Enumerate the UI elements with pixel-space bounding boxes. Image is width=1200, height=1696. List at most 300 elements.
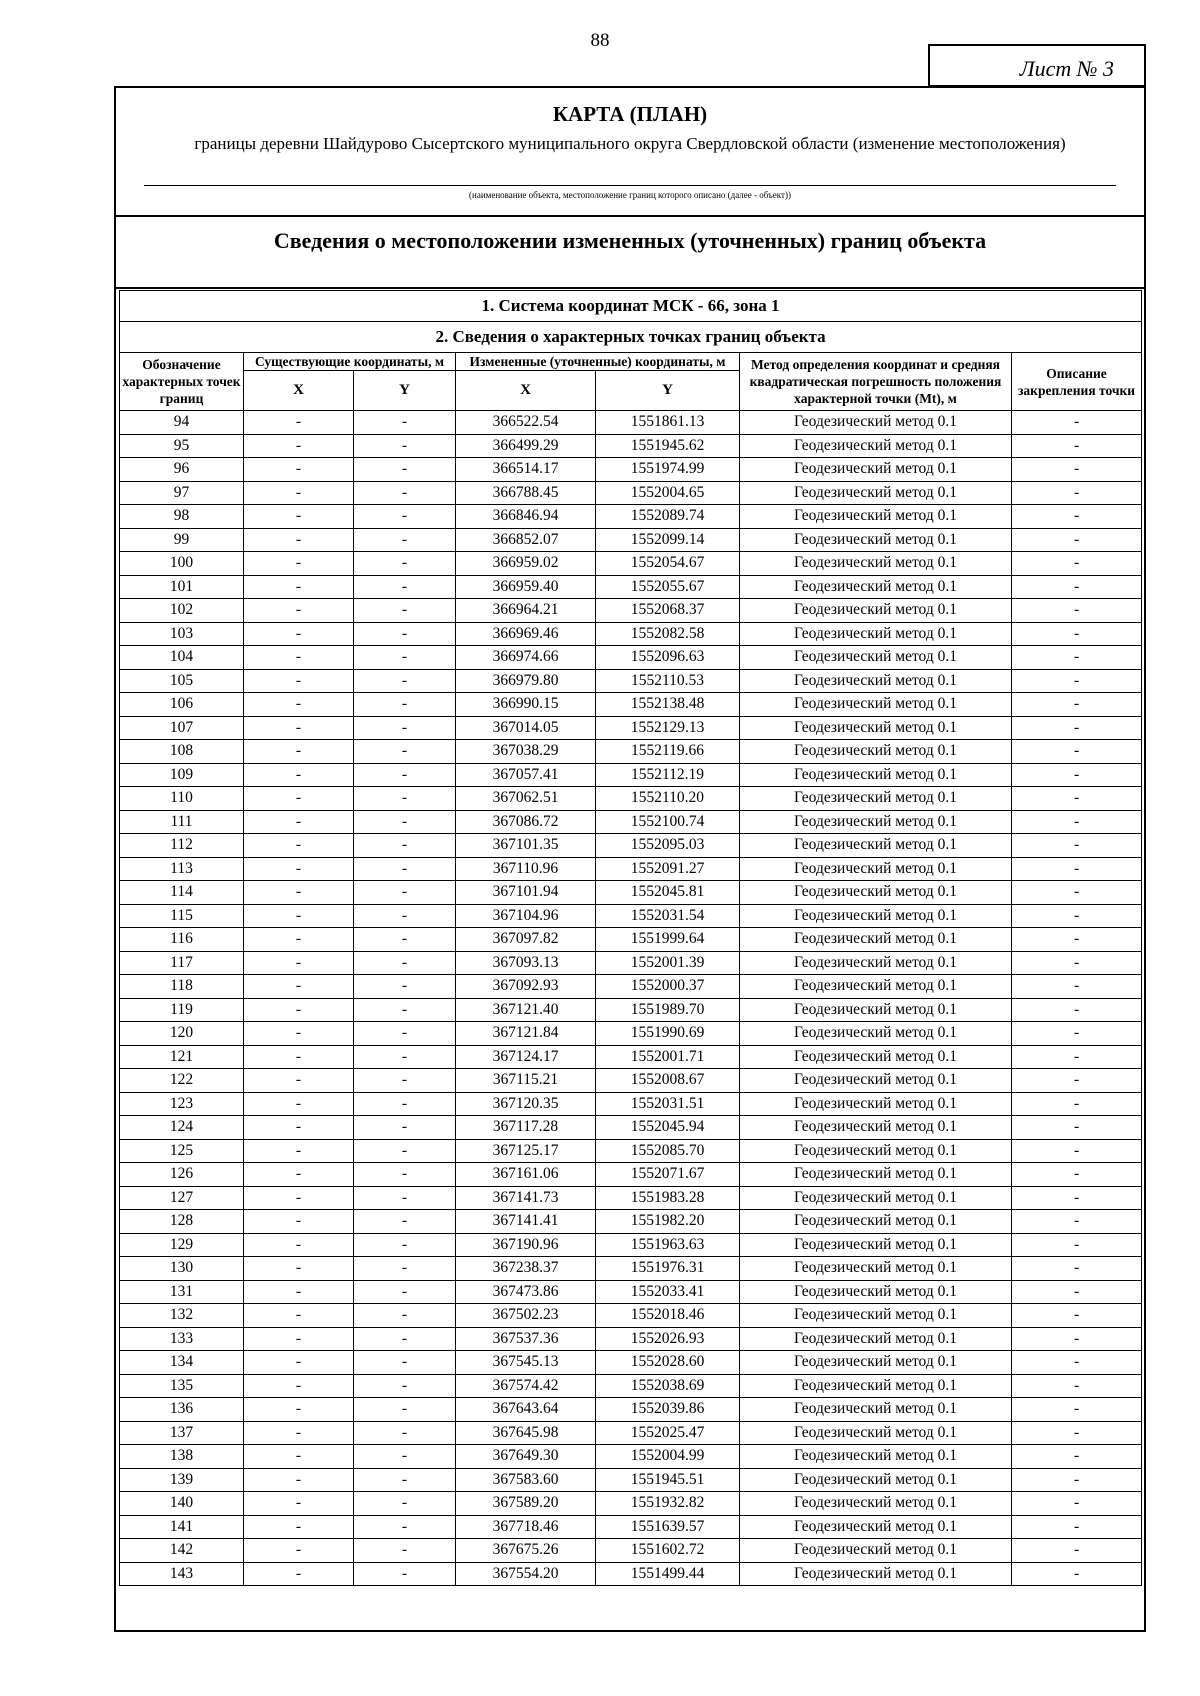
point-number-cell: 128 xyxy=(120,1210,244,1234)
changed-y-cell: 1552110.20 xyxy=(596,787,740,811)
fixing-description-cell: - xyxy=(1012,998,1142,1022)
table-row xyxy=(120,1139,1142,1163)
changed-x-cell: 367649.30 xyxy=(456,1445,596,1469)
fixing-description-cell: - xyxy=(1012,1210,1142,1234)
existing-x-cell: - xyxy=(244,434,354,458)
changed-x-cell: 366788.45 xyxy=(456,481,596,505)
existing-y-cell: - xyxy=(354,904,456,928)
existing-x-cell: - xyxy=(244,928,354,952)
table-row xyxy=(120,1304,1142,1328)
points-heading: 2. Сведения о характерных точках границ объекта xyxy=(120,322,1142,353)
coordinates-table xyxy=(119,290,1142,1586)
changed-y-cell: 1552085.70 xyxy=(596,1139,740,1163)
table-row xyxy=(120,1468,1142,1492)
method-cell: Геодезический метод 0.1 xyxy=(740,1445,1012,1469)
fixing-description-cell: - xyxy=(1012,1045,1142,1069)
fixing-description-cell: - xyxy=(1012,975,1142,999)
point-number-cell: 115 xyxy=(120,904,244,928)
method-cell: Геодезический метод 0.1 xyxy=(740,599,1012,623)
existing-y-cell: - xyxy=(354,1304,456,1328)
changed-y-cell: 1551982.20 xyxy=(596,1210,740,1234)
method-cell: Геодезический метод 0.1 xyxy=(740,1351,1012,1375)
point-number-cell: 96 xyxy=(120,458,244,482)
changed-y-cell: 1551945.51 xyxy=(596,1468,740,1492)
method-cell: Геодезический метод 0.1 xyxy=(740,1421,1012,1445)
changed-y-cell: 1552091.27 xyxy=(596,857,740,881)
method-cell: Геодезический метод 0.1 xyxy=(740,787,1012,811)
table-row xyxy=(120,716,1142,740)
fixing-description-cell: - xyxy=(1012,1022,1142,1046)
changed-x-cell: 366969.46 xyxy=(456,622,596,646)
existing-x-cell: - xyxy=(244,904,354,928)
point-number-cell: 113 xyxy=(120,857,244,881)
existing-x-cell: - xyxy=(244,599,354,623)
method-cell: Геодезический метод 0.1 xyxy=(740,1069,1012,1093)
fixing-description-cell: - xyxy=(1012,575,1142,599)
table-row xyxy=(120,1069,1142,1093)
fixing-description-cell: - xyxy=(1012,928,1142,952)
existing-x-cell: - xyxy=(244,1468,354,1492)
fixing-description-cell: - xyxy=(1012,1351,1142,1375)
fixing-description-cell: - xyxy=(1012,1539,1142,1563)
changed-x-cell: 367125.17 xyxy=(456,1139,596,1163)
fixing-description-cell: - xyxy=(1012,810,1142,834)
method-cell: Геодезический метод 0.1 xyxy=(740,505,1012,529)
table-row xyxy=(120,1280,1142,1304)
method-cell: Геодезический метод 0.1 xyxy=(740,1327,1012,1351)
changed-x-cell: 367062.51 xyxy=(456,787,596,811)
existing-x-cell: - xyxy=(244,1186,354,1210)
method-cell: Геодезический метод 0.1 xyxy=(740,1163,1012,1187)
changed-y-cell: 1552018.46 xyxy=(596,1304,740,1328)
method-cell: Геодезический метод 0.1 xyxy=(740,1092,1012,1116)
changed-y-cell: 1552025.47 xyxy=(596,1421,740,1445)
existing-x-cell: - xyxy=(244,1351,354,1375)
changed-y-cell: 1552095.03 xyxy=(596,834,740,858)
existing-x-cell: - xyxy=(244,1492,354,1516)
fixing-description-cell: - xyxy=(1012,599,1142,623)
changed-y-cell: 1552004.65 xyxy=(596,481,740,505)
table-row xyxy=(120,1492,1142,1516)
table-row xyxy=(120,411,1142,435)
changed-y-cell: 1552001.39 xyxy=(596,951,740,975)
table-row xyxy=(120,1445,1142,1469)
point-number-cell: 102 xyxy=(120,599,244,623)
existing-x-cell: - xyxy=(244,458,354,482)
existing-x-cell: - xyxy=(244,810,354,834)
changed-x-cell: 367014.05 xyxy=(456,716,596,740)
existing-x-cell: - xyxy=(244,787,354,811)
point-number-cell: 105 xyxy=(120,669,244,693)
method-cell: Геодезический метод 0.1 xyxy=(740,528,1012,552)
header-changed-coordinates: Измененные (уточненные) координаты, м xyxy=(456,353,740,371)
point-number-cell: 111 xyxy=(120,810,244,834)
fixing-description-cell: - xyxy=(1012,646,1142,670)
method-cell: Геодезический метод 0.1 xyxy=(740,975,1012,999)
existing-x-cell: - xyxy=(244,1280,354,1304)
existing-y-cell: - xyxy=(354,1515,456,1539)
table-row xyxy=(120,857,1142,881)
changed-y-cell: 1552110.53 xyxy=(596,669,740,693)
point-number-cell: 112 xyxy=(120,834,244,858)
existing-y-cell: - xyxy=(354,1374,456,1398)
header-existing-coordinates: Существующие координаты, м xyxy=(244,353,456,371)
method-cell: Геодезический метод 0.1 xyxy=(740,857,1012,881)
method-cell: Геодезический метод 0.1 xyxy=(740,575,1012,599)
header-fixing: Описание закрепления точки xyxy=(1012,353,1142,411)
fixing-description-cell: - xyxy=(1012,881,1142,905)
changed-y-cell: 1552000.37 xyxy=(596,975,740,999)
changed-x-cell: 367643.64 xyxy=(456,1398,596,1422)
point-number-cell: 132 xyxy=(120,1304,244,1328)
changed-y-cell: 1552045.81 xyxy=(596,881,740,905)
existing-y-cell: - xyxy=(354,575,456,599)
coordinate-system-heading: 1. Система координат МСК - 66, зона 1 xyxy=(120,291,1142,322)
changed-y-cell: 1551932.82 xyxy=(596,1492,740,1516)
changed-x-cell: 367115.21 xyxy=(456,1069,596,1093)
method-cell: Геодезический метод 0.1 xyxy=(740,458,1012,482)
point-number-cell: 124 xyxy=(120,1116,244,1140)
existing-y-cell: - xyxy=(354,1351,456,1375)
table-row xyxy=(120,998,1142,1022)
existing-y-cell: - xyxy=(354,505,456,529)
changed-x-cell: 367502.23 xyxy=(456,1304,596,1328)
table-row xyxy=(120,669,1142,693)
header-changed-y: Y xyxy=(596,371,740,411)
method-cell: Геодезический метод 0.1 xyxy=(740,1492,1012,1516)
changed-x-cell: 367120.35 xyxy=(456,1092,596,1116)
changed-x-cell: 366959.02 xyxy=(456,552,596,576)
changed-x-cell: 367101.94 xyxy=(456,881,596,905)
existing-y-cell: - xyxy=(354,740,456,764)
method-cell: Геодезический метод 0.1 xyxy=(740,740,1012,764)
method-cell: Геодезический метод 0.1 xyxy=(740,1116,1012,1140)
fixing-description-cell: - xyxy=(1012,1257,1142,1281)
changed-y-cell: 1551974.99 xyxy=(596,458,740,482)
fixing-description-cell: - xyxy=(1012,1092,1142,1116)
changed-x-cell: 367110.96 xyxy=(456,857,596,881)
fixing-description-cell: - xyxy=(1012,552,1142,576)
table-row xyxy=(120,1022,1142,1046)
existing-x-cell: - xyxy=(244,1210,354,1234)
existing-y-cell: - xyxy=(354,834,456,858)
existing-x-cell: - xyxy=(244,481,354,505)
table-row xyxy=(120,975,1142,999)
point-number-cell: 94 xyxy=(120,411,244,435)
existing-x-cell: - xyxy=(244,951,354,975)
changed-x-cell: 367574.42 xyxy=(456,1374,596,1398)
changed-x-cell: 367092.93 xyxy=(456,975,596,999)
changed-y-cell: 1552008.67 xyxy=(596,1069,740,1093)
fixing-description-cell: - xyxy=(1012,693,1142,717)
existing-x-cell: - xyxy=(244,1022,354,1046)
fixing-description-cell: - xyxy=(1012,1139,1142,1163)
changed-y-cell: 1552100.74 xyxy=(596,810,740,834)
table-row xyxy=(120,1421,1142,1445)
existing-y-cell: - xyxy=(354,810,456,834)
table-row xyxy=(120,693,1142,717)
existing-x-cell: - xyxy=(244,505,354,529)
existing-y-cell: - xyxy=(354,481,456,505)
existing-y-cell: - xyxy=(354,928,456,952)
changed-y-cell: 1552112.19 xyxy=(596,763,740,787)
table-row xyxy=(120,740,1142,764)
table-row xyxy=(120,481,1142,505)
existing-y-cell: - xyxy=(354,716,456,740)
existing-y-cell: - xyxy=(354,599,456,623)
existing-y-cell: - xyxy=(354,669,456,693)
method-cell: Геодезический метод 0.1 xyxy=(740,1045,1012,1069)
point-number-cell: 126 xyxy=(120,1163,244,1187)
changed-x-cell: 367645.98 xyxy=(456,1421,596,1445)
method-cell: Геодезический метод 0.1 xyxy=(740,904,1012,928)
method-cell: Геодезический метод 0.1 xyxy=(740,834,1012,858)
existing-x-cell: - xyxy=(244,1139,354,1163)
changed-x-cell: 367554.20 xyxy=(456,1562,596,1586)
existing-y-cell: - xyxy=(354,1327,456,1351)
existing-x-cell: - xyxy=(244,998,354,1022)
table-row xyxy=(120,622,1142,646)
point-number-cell: 120 xyxy=(120,1022,244,1046)
existing-y-cell: - xyxy=(354,881,456,905)
existing-y-cell: - xyxy=(354,1421,456,1445)
page-number: 88 xyxy=(590,30,610,51)
existing-y-cell: - xyxy=(354,1445,456,1469)
fixing-description-cell: - xyxy=(1012,763,1142,787)
table-row xyxy=(120,1116,1142,1140)
table-row xyxy=(120,763,1142,787)
existing-y-cell: - xyxy=(354,763,456,787)
title-block xyxy=(116,88,1144,217)
changed-x-cell: 366522.54 xyxy=(456,411,596,435)
point-number-cell: 118 xyxy=(120,975,244,999)
changed-x-cell: 367093.13 xyxy=(456,951,596,975)
fixing-description-cell: - xyxy=(1012,834,1142,858)
table-row xyxy=(120,1539,1142,1563)
point-number-cell: 98 xyxy=(120,505,244,529)
point-number-cell: 99 xyxy=(120,528,244,552)
existing-y-cell: - xyxy=(354,646,456,670)
table-row xyxy=(120,1398,1142,1422)
point-number-cell: 143 xyxy=(120,1562,244,1586)
existing-x-cell: - xyxy=(244,1374,354,1398)
changed-x-cell: 367124.17 xyxy=(456,1045,596,1069)
changed-x-cell: 367589.20 xyxy=(456,1492,596,1516)
existing-x-cell: - xyxy=(244,1445,354,1469)
existing-y-cell: - xyxy=(354,1492,456,1516)
existing-x-cell: - xyxy=(244,975,354,999)
changed-x-cell: 367141.73 xyxy=(456,1186,596,1210)
fixing-description-cell: - xyxy=(1012,1163,1142,1187)
existing-x-cell: - xyxy=(244,834,354,858)
method-cell: Геодезический метод 0.1 xyxy=(740,1210,1012,1234)
existing-y-cell: - xyxy=(354,528,456,552)
existing-x-cell: - xyxy=(244,1116,354,1140)
existing-y-cell: - xyxy=(354,975,456,999)
changed-y-cell: 1551983.28 xyxy=(596,1186,740,1210)
sheet-label: Лист № 3 xyxy=(1019,56,1114,81)
changed-y-cell: 1552001.71 xyxy=(596,1045,740,1069)
existing-x-cell: - xyxy=(244,740,354,764)
existing-y-cell: - xyxy=(354,1045,456,1069)
header-existing-y: Y xyxy=(354,371,456,411)
changed-y-cell: 1552138.48 xyxy=(596,693,740,717)
fixing-description-cell: - xyxy=(1012,1398,1142,1422)
changed-x-cell: 366846.94 xyxy=(456,505,596,529)
changed-x-cell: 367718.46 xyxy=(456,1515,596,1539)
existing-x-cell: - xyxy=(244,411,354,435)
changed-x-cell: 367141.41 xyxy=(456,1210,596,1234)
existing-x-cell: - xyxy=(244,1233,354,1257)
point-number-cell: 109 xyxy=(120,763,244,787)
changed-x-cell: 366514.17 xyxy=(456,458,596,482)
method-cell: Геодезический метод 0.1 xyxy=(740,928,1012,952)
changed-y-cell: 1552055.67 xyxy=(596,575,740,599)
changed-x-cell: 367238.37 xyxy=(456,1257,596,1281)
existing-x-cell: - xyxy=(244,1069,354,1093)
document-frame xyxy=(114,86,1146,1632)
changed-x-cell: 367104.96 xyxy=(456,904,596,928)
method-cell: Геодезический метод 0.1 xyxy=(740,622,1012,646)
existing-y-cell: - xyxy=(354,411,456,435)
table-row xyxy=(120,458,1142,482)
changed-x-cell: 367675.26 xyxy=(456,1539,596,1563)
changed-y-cell: 1551945.62 xyxy=(596,434,740,458)
fixing-description-cell: - xyxy=(1012,481,1142,505)
point-number-cell: 114 xyxy=(120,881,244,905)
changed-y-cell: 1552028.60 xyxy=(596,1351,740,1375)
point-number-cell: 134 xyxy=(120,1351,244,1375)
method-cell: Геодезический метод 0.1 xyxy=(740,810,1012,834)
point-number-cell: 122 xyxy=(120,1069,244,1093)
point-number-cell: 97 xyxy=(120,481,244,505)
header-method: Метод определения координат и средняя квадратическая погрешность положения характерной точки (Mt), м xyxy=(740,353,1012,411)
changed-x-cell: 367121.84 xyxy=(456,1022,596,1046)
existing-y-cell: - xyxy=(354,951,456,975)
method-cell: Геодезический метод 0.1 xyxy=(740,1186,1012,1210)
changed-y-cell: 1552068.37 xyxy=(596,599,740,623)
point-number-cell: 95 xyxy=(120,434,244,458)
method-cell: Геодезический метод 0.1 xyxy=(740,669,1012,693)
existing-y-cell: - xyxy=(354,1069,456,1093)
changed-y-cell: 1552026.93 xyxy=(596,1327,740,1351)
existing-y-cell: - xyxy=(354,1233,456,1257)
header-designation: Обозначение характерных точек границ xyxy=(120,353,244,411)
point-number-cell: 110 xyxy=(120,787,244,811)
existing-x-cell: - xyxy=(244,1257,354,1281)
existing-x-cell: - xyxy=(244,1327,354,1351)
changed-y-cell: 1551639.57 xyxy=(596,1515,740,1539)
point-number-cell: 139 xyxy=(120,1468,244,1492)
existing-x-cell: - xyxy=(244,528,354,552)
changed-y-cell: 1551989.70 xyxy=(596,998,740,1022)
fixing-description-cell: - xyxy=(1012,951,1142,975)
table-row xyxy=(120,1515,1142,1539)
changed-y-cell: 1552039.86 xyxy=(596,1398,740,1422)
fixing-description-cell: - xyxy=(1012,528,1142,552)
existing-y-cell: - xyxy=(354,1539,456,1563)
existing-y-cell: - xyxy=(354,552,456,576)
existing-x-cell: - xyxy=(244,1539,354,1563)
object-name: границы деревни Шайдурово Сысертского муниципального округа Свердловской области (изменение местоположения) xyxy=(194,134,1066,153)
changed-y-cell: 1552129.13 xyxy=(596,716,740,740)
changed-x-cell: 366990.15 xyxy=(456,693,596,717)
changed-x-cell: 367161.06 xyxy=(456,1163,596,1187)
table-row xyxy=(120,1374,1142,1398)
method-cell: Геодезический метод 0.1 xyxy=(740,763,1012,787)
existing-y-cell: - xyxy=(354,1022,456,1046)
existing-y-cell: - xyxy=(354,857,456,881)
changed-y-cell: 1551499.44 xyxy=(596,1562,740,1586)
existing-x-cell: - xyxy=(244,622,354,646)
method-cell: Геодезический метод 0.1 xyxy=(740,693,1012,717)
table-row xyxy=(120,1092,1142,1116)
fixing-description-cell: - xyxy=(1012,1116,1142,1140)
point-number-cell: 108 xyxy=(120,740,244,764)
table-row xyxy=(120,810,1142,834)
sheet-number-box xyxy=(928,44,1146,86)
table-row xyxy=(120,575,1142,599)
existing-x-cell: - xyxy=(244,1562,354,1586)
table-row xyxy=(120,787,1142,811)
point-number-cell: 142 xyxy=(120,1539,244,1563)
fixing-description-cell: - xyxy=(1012,716,1142,740)
table-row xyxy=(120,1233,1142,1257)
fixing-description-cell: - xyxy=(1012,1468,1142,1492)
fixing-description-cell: - xyxy=(1012,505,1142,529)
table-body xyxy=(120,411,1142,1586)
changed-x-cell: 367086.72 xyxy=(456,810,596,834)
point-number-cell: 123 xyxy=(120,1092,244,1116)
existing-x-cell: - xyxy=(244,669,354,693)
object-name-caption: (наименование объекта, местоположение границ которого описано (далее - объект)) xyxy=(469,190,791,200)
changed-y-cell: 1552071.67 xyxy=(596,1163,740,1187)
changed-y-cell: 1551861.13 xyxy=(596,411,740,435)
fixing-description-cell: - xyxy=(1012,669,1142,693)
fixing-description-cell: - xyxy=(1012,787,1142,811)
method-cell: Геодезический метод 0.1 xyxy=(740,434,1012,458)
existing-x-cell: - xyxy=(244,1304,354,1328)
method-cell: Геодезический метод 0.1 xyxy=(740,1539,1012,1563)
changed-x-cell: 367101.35 xyxy=(456,834,596,858)
changed-y-cell: 1551990.69 xyxy=(596,1022,740,1046)
changed-x-cell: 367057.41 xyxy=(456,763,596,787)
fixing-description-cell: - xyxy=(1012,622,1142,646)
fixing-description-cell: - xyxy=(1012,1421,1142,1445)
changed-x-cell: 367117.28 xyxy=(456,1116,596,1140)
existing-y-cell: - xyxy=(354,1116,456,1140)
fixing-description-cell: - xyxy=(1012,411,1142,435)
point-number-cell: 104 xyxy=(120,646,244,670)
point-number-cell: 127 xyxy=(120,1186,244,1210)
table-row xyxy=(120,834,1142,858)
existing-x-cell: - xyxy=(244,575,354,599)
changed-x-cell: 366964.21 xyxy=(456,599,596,623)
fixing-description-cell: - xyxy=(1012,1069,1142,1093)
changed-y-cell: 1551963.63 xyxy=(596,1233,740,1257)
existing-x-cell: - xyxy=(244,693,354,717)
existing-x-cell: - xyxy=(244,1092,354,1116)
fixing-description-cell: - xyxy=(1012,1186,1142,1210)
table-row xyxy=(120,1257,1142,1281)
point-number-cell: 138 xyxy=(120,1445,244,1469)
existing-y-cell: - xyxy=(354,434,456,458)
changed-x-cell: 367121.40 xyxy=(456,998,596,1022)
point-number-cell: 130 xyxy=(120,1257,244,1281)
method-cell: Геодезический метод 0.1 xyxy=(740,646,1012,670)
existing-y-cell: - xyxy=(354,1280,456,1304)
method-cell: Геодезический метод 0.1 xyxy=(740,1233,1012,1257)
